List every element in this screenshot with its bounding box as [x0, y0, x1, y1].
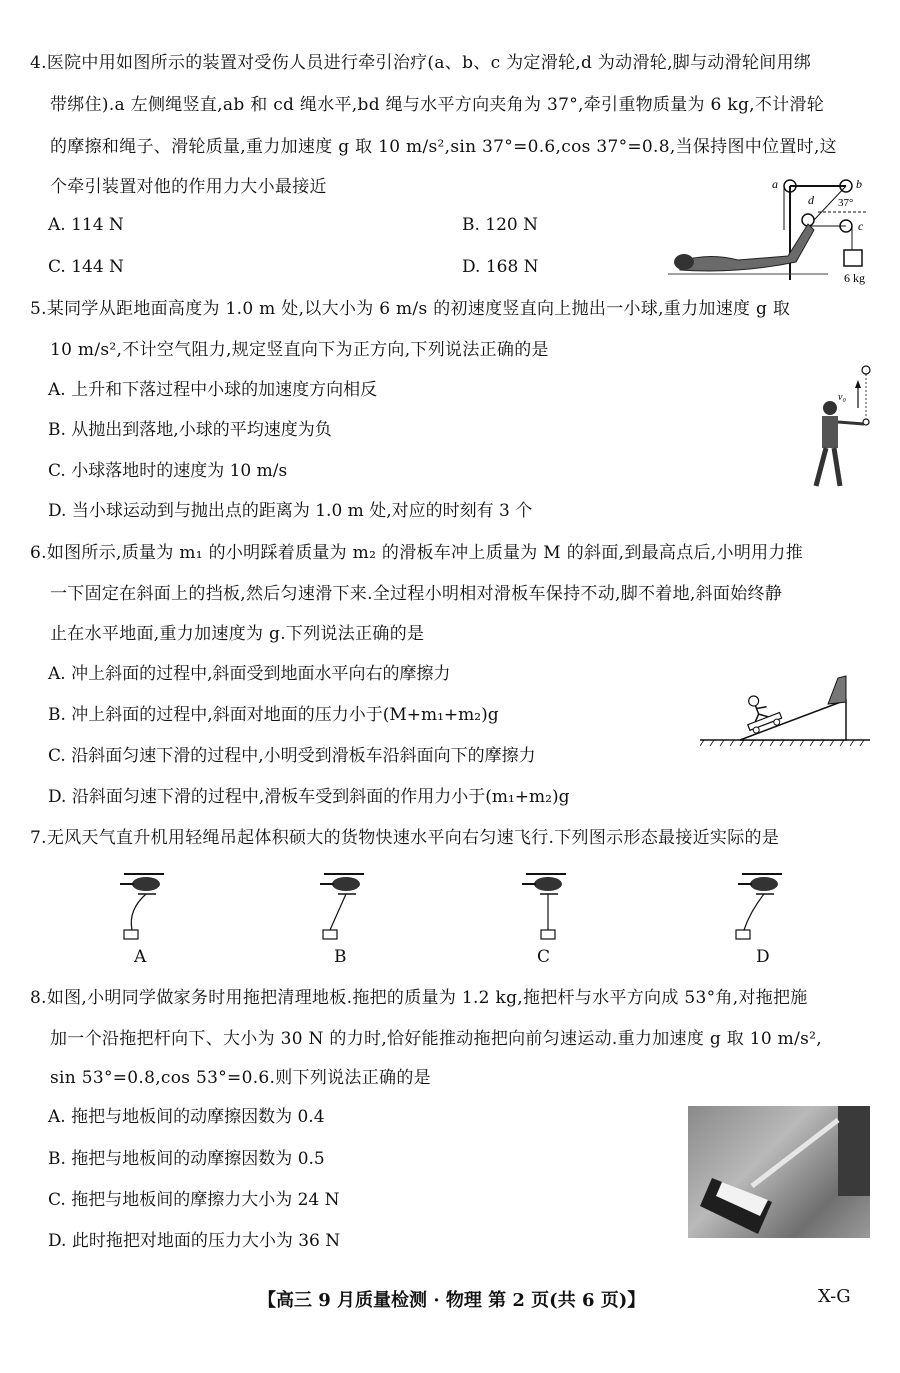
weight-label: 6 kg [844, 271, 865, 285]
helicopter-b-icon [320, 874, 364, 939]
rider-head-icon [747, 695, 760, 708]
q4-line-4: 个牵引装置对他的作用力大小最接近 [50, 177, 327, 197]
mop-icon [688, 1106, 870, 1238]
q7-label-a: A [134, 947, 147, 967]
helicopter-c-icon [522, 874, 566, 939]
q4-line-1: 4.医院中用如图所示的装置对受伤人员进行牵引治疗(a、b、c 为定滑轮,d 为动滑轮,脚与动滑轮间用绑 [30, 53, 812, 73]
q8-line-3: sin 53°=0.8,cos 53°=0.6.则下列说法正确的是 [50, 1068, 431, 1088]
ball-top-icon [862, 366, 870, 374]
q6-option-c: C. 沿斜面匀速下滑的过程中,小明受到滑板车沿斜面向下的摩擦力 [48, 746, 536, 766]
q8-option-d: D. 此时拖把对地面的压力大小为 36 N [48, 1231, 341, 1251]
q7-label-b: B [334, 947, 347, 967]
footer-page-info: 【高三 9 月质量检测 · 物理 第 2 页(共 6 页)】 [258, 1290, 646, 1311]
patient-icon [678, 224, 814, 271]
angle-label: 37° [838, 197, 854, 209]
q6-line-2: 一下固定在斜面上的挡板,然后匀速滑下来.全过程小明相对滑板车保持不动,脚不着地,斜面始终静 [50, 584, 783, 604]
q5-option-a: A. 上升和下落过程中小球的加速度方向相反 [48, 380, 378, 400]
q4-option-b: B. 120 N [462, 215, 539, 235]
person-head-icon [823, 401, 837, 415]
helicopter-d-icon [736, 874, 782, 939]
ball-throw-figure [800, 360, 880, 500]
q6-line-1: 6.如图所示,质量为 m₁ 的小明踩着质量为 m₂ 的滑板车冲上质量为 M 的斜面,到最高点后,小明用力推 [30, 543, 804, 563]
q4-option-d: D. 168 N [462, 257, 539, 277]
traction-figure [668, 170, 878, 290]
q5-line-2: 10 m/s²,不计空气阻力,规定竖直向下为正方向,下列说法正确的是 [50, 340, 549, 360]
mop-photo [688, 1106, 870, 1238]
q7-label-d: D [756, 947, 770, 967]
q7-label-c: C [537, 947, 551, 967]
q4-line-2: 带绑住).a 左侧绳竖直,ab 和 cd 绳水平,bd 绳与水平方向夹角为 37°,牵引重物质量为 6 kg,不计滑轮 [50, 95, 825, 115]
label-a: a [772, 177, 778, 191]
q4-option-c: C. 144 N [48, 257, 124, 277]
helicopter-a-icon [120, 874, 164, 939]
footer-code: X-G [818, 1286, 851, 1307]
q6-option-a: A. 冲上斜面的过程中,斜面受到地面水平向右的摩擦力 [48, 664, 451, 684]
q6-option-b: B. 冲上斜面的过程中,斜面对地面的压力小于(M+m₁+m₂)g [48, 705, 499, 725]
q4-option-a: A. 114 N [48, 215, 124, 235]
q4-line-3: 的摩擦和绳子、滑轮质量,重力加速度 g 取 10 m/s²,sin 37°=0.6,cos 37°=0.8,当保持图中位置时,这 [50, 137, 837, 157]
q6-option-d: D. 沿斜面匀速下滑的过程中,滑板车受到斜面的作用力小于(m₁+m₂)g [48, 787, 570, 807]
q5-option-d: D. 当小球运动到与抛出点的距离为 1.0 m 处,对应的时刻有 3 个 [48, 501, 533, 521]
q5-line-1: 5.某同学从距地面高度为 1.0 m 处,以大小为 6 m/s 的初速度竖直向上抛出一小球,重力加速度 g 取 [30, 299, 791, 319]
label-c: c [858, 219, 864, 233]
incline-figure [700, 664, 880, 754]
label-b: b [856, 177, 862, 191]
q5-option-b: B. 从抛出到落地,小球的平均速度为负 [48, 420, 332, 440]
helicopter-options-figure [110, 866, 810, 966]
v0-label: v₀ [838, 392, 846, 403]
q8-option-b: B. 拖把与地板间的动摩擦因数为 0.5 [48, 1149, 325, 1169]
q7-line: 7.无风天气直升机用轻绳吊起体积硕大的货物快速水平向右匀速飞行.下列图示形态最接近实际的是 [30, 828, 780, 848]
weight-block-icon [844, 250, 862, 266]
q5-option-c: C. 小球落地时的速度为 10 m/s [48, 461, 288, 481]
q8-option-c: C. 拖把与地板间的摩擦力大小为 24 N [48, 1190, 340, 1210]
person-body-icon [822, 416, 838, 448]
q8-line-1: 8.如图,小明同学做家务时用拖把清理地板.拖把的质量为 1.2 kg,拖把杆与水平方向成 53°角,对拖把施 [30, 988, 808, 1008]
arrow-up-icon [855, 380, 861, 388]
q6-line-3: 止在水平地面,重力加速度为 g.下列说法正确的是 [50, 624, 425, 644]
barrier-icon [828, 676, 846, 704]
q8-line-2: 加一个沿拖把杆向下、大小为 30 N 的力时,恰好能推动拖把向前匀速运动.重力加速度 g 取 10 m/s², [50, 1029, 822, 1049]
q8-option-a: A. 拖把与地板间的动摩擦因数为 0.4 [48, 1107, 325, 1127]
label-d: d [808, 193, 814, 207]
